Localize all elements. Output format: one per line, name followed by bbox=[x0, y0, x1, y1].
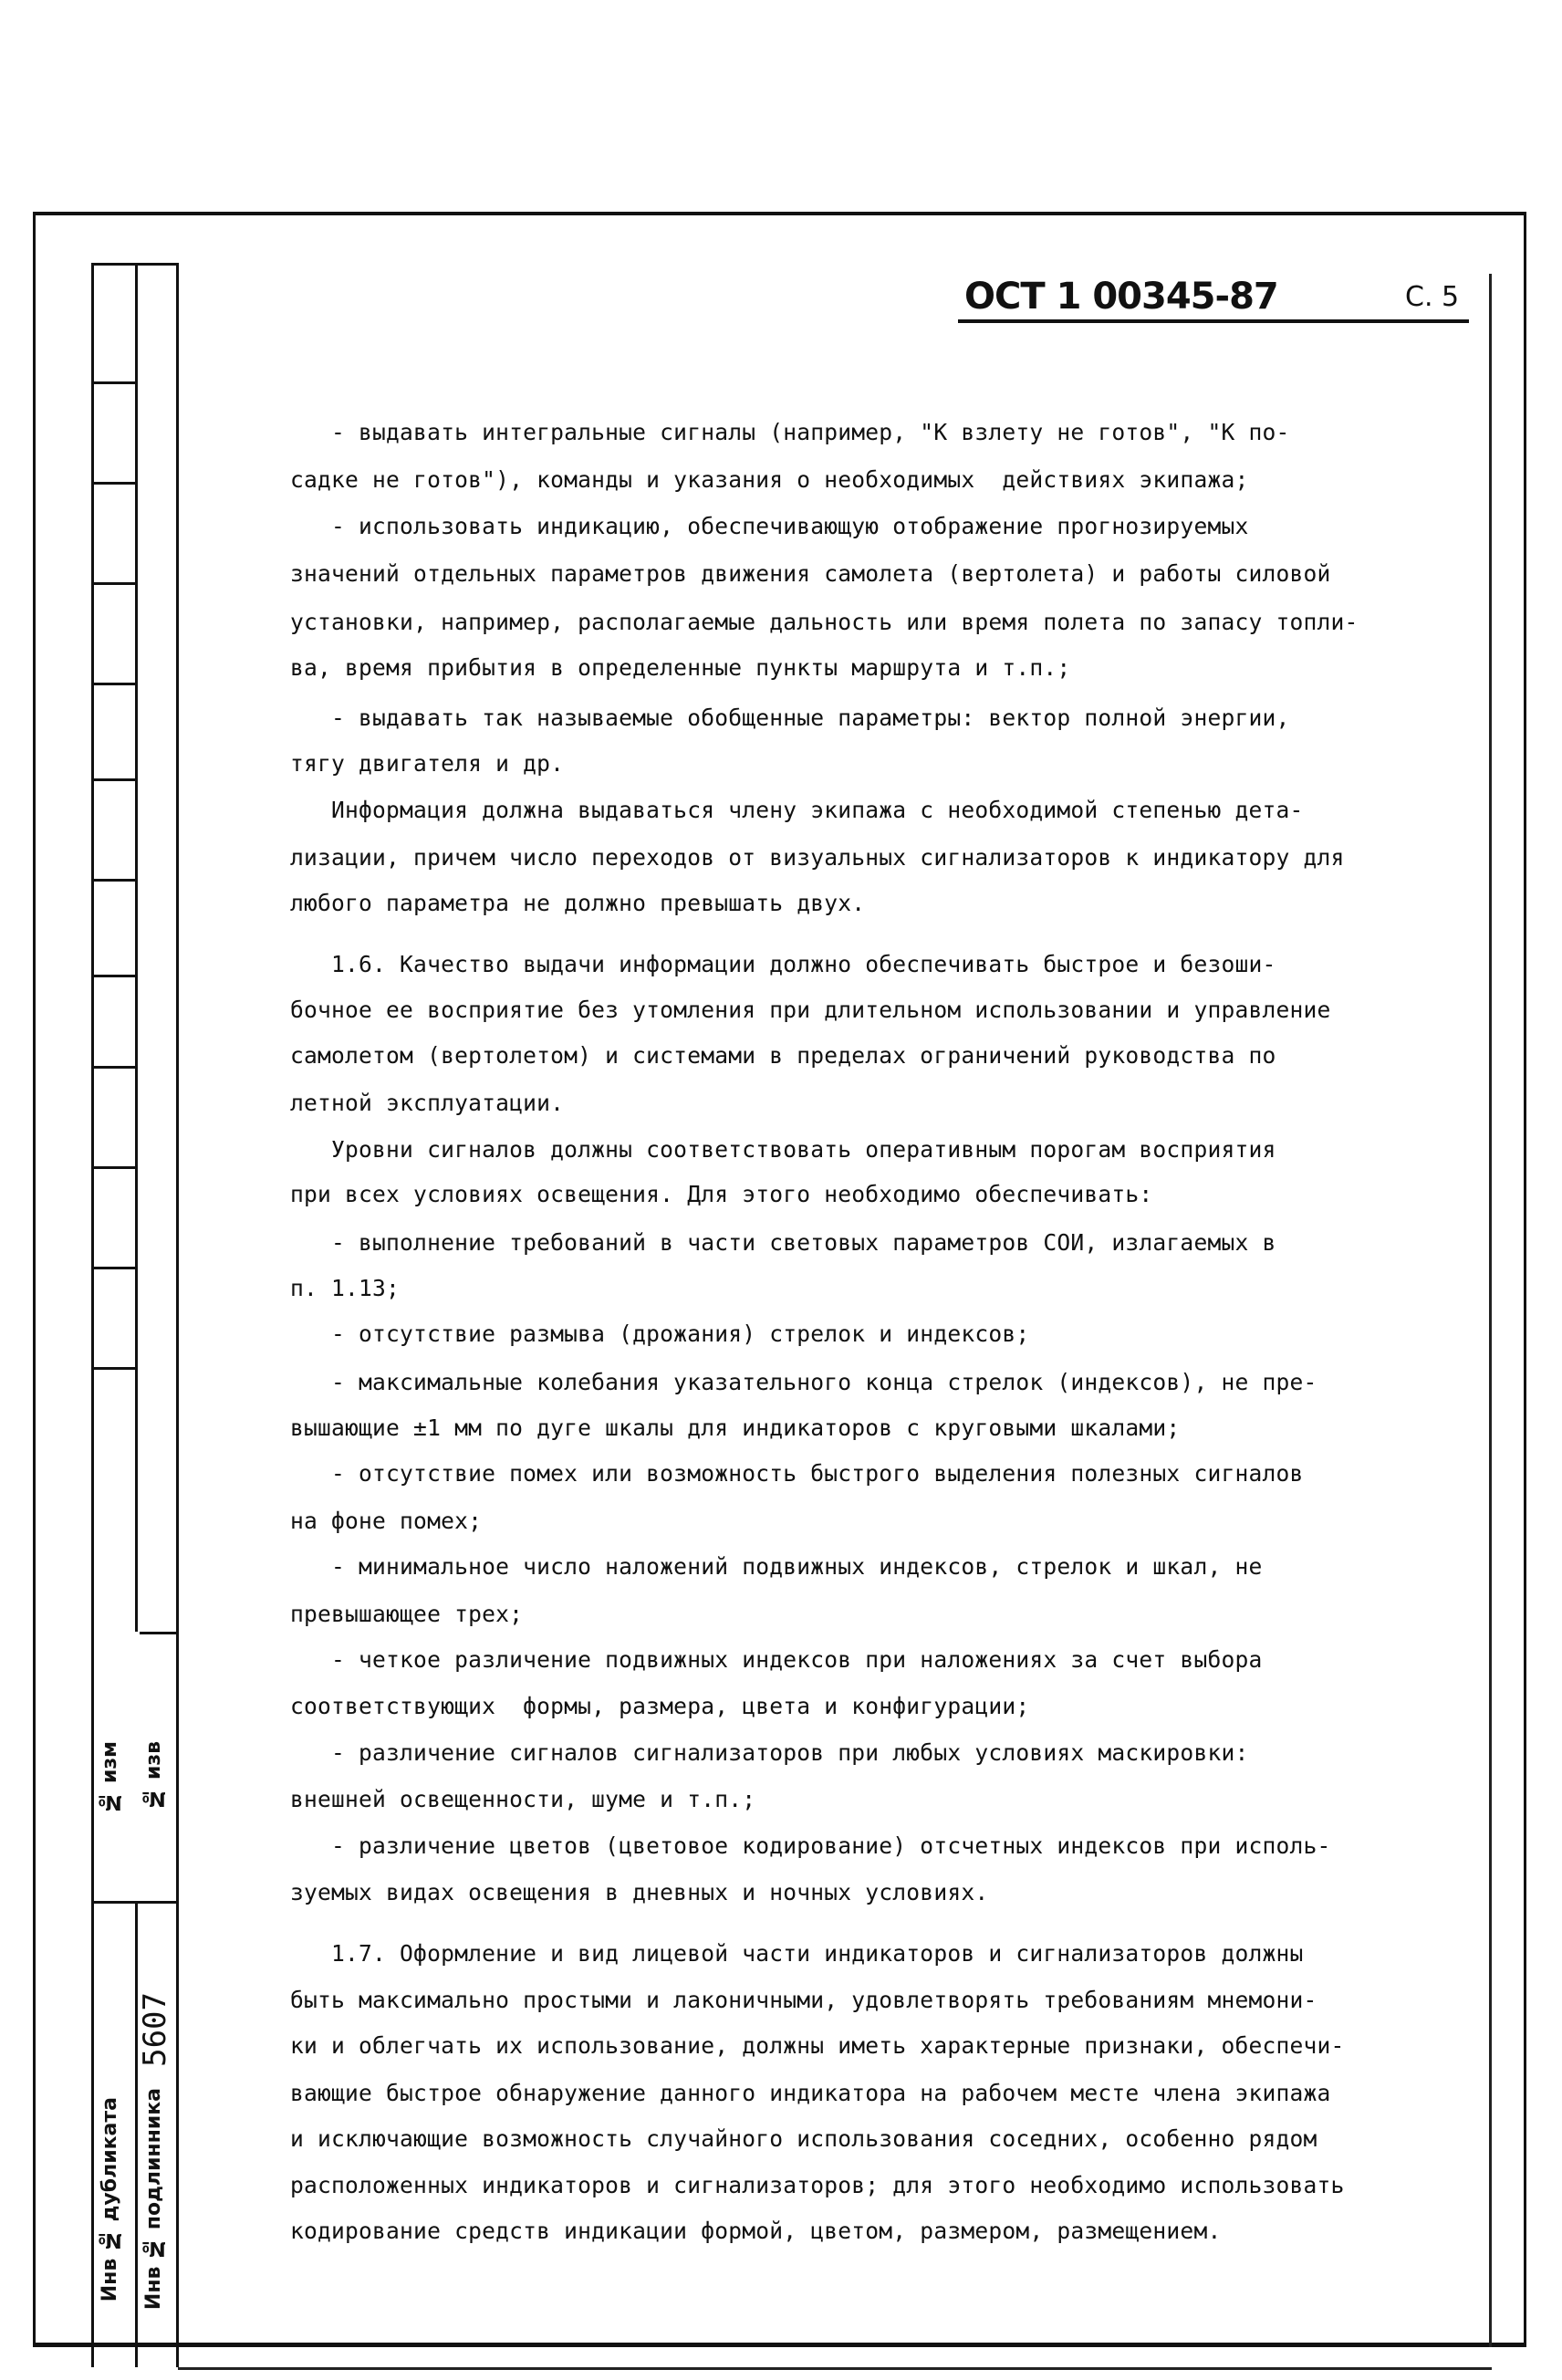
text-line: летной эксплуатации. bbox=[290, 1090, 565, 1116]
header-rule bbox=[958, 319, 1469, 323]
text-line: лизации, причем число переходов от визуальных сигнализаторов к индикатору для bbox=[290, 844, 1345, 871]
text-line: установки, например, располагаемые дальность или время полета по запасу топли- bbox=[290, 609, 1359, 635]
text-line: внешней освещенности, шуме и т.п.; bbox=[290, 1786, 756, 1812]
page-number: С. 5 bbox=[1405, 281, 1460, 313]
text-line: на фоне помех; bbox=[290, 1508, 483, 1534]
stamp-separator bbox=[91, 975, 137, 977]
text-line: - отсутствие размыва (дрожания) стрелок и индексов; bbox=[290, 1320, 1030, 1347]
text-line: вышающие ±1 мм по дуге шкалы для индикаторов с круговыми шкалами; bbox=[290, 1414, 1181, 1441]
document-code: ОСТ 1 00345-87 bbox=[964, 276, 1278, 318]
margin-stamp bbox=[91, 263, 179, 2367]
stamp-separator bbox=[91, 1066, 137, 1069]
text-line: - выдавать интегральные сигналы (например, "К взлету не готов", "К по- bbox=[290, 419, 1290, 445]
stamp-separator bbox=[91, 263, 179, 266]
stamp-separator bbox=[91, 1267, 137, 1269]
stamp-line-right bbox=[176, 263, 179, 2367]
stamp-separator bbox=[91, 381, 137, 384]
text-line: - различение сигналов сигнализаторов при любых условиях маскировки: bbox=[290, 1739, 1249, 1766]
stamp-inv-podlinnika: Инв № подлинника bbox=[142, 2088, 165, 2311]
text-line: ва, время прибытия в определенные пункты маршрута и т.п.; bbox=[290, 654, 1071, 681]
stamp-line-left bbox=[91, 263, 94, 2367]
stamp-inv-number: 5607 bbox=[137, 1992, 173, 2067]
stamp-separator bbox=[91, 482, 137, 485]
text-line: - использовать индикацию, обеспечивающую отображение прогнозируемых bbox=[290, 513, 1249, 539]
stamp-separator bbox=[91, 778, 137, 781]
stamp-separator bbox=[91, 683, 137, 685]
text-line: тягу двигателя и др. bbox=[290, 750, 565, 777]
text-line: самолетом (вертолетом) и системами в пределах ограничений руководства по bbox=[290, 1042, 1276, 1069]
stamp-no-izv: № изв bbox=[142, 1741, 165, 1810]
stamp-separator bbox=[91, 1166, 137, 1169]
stamp-no-izm: № изм bbox=[99, 1741, 121, 1813]
text-line: 1.6. Качество выдачи информации должно обеспечивать быстрое и безоши- bbox=[290, 951, 1276, 977]
text-line: расположенных индикаторов и сигнализаторов; для этого необходимо использовать bbox=[290, 2172, 1345, 2198]
text-line: значений отдельных параметров движения самолета (вертолета) и работы силовой bbox=[290, 560, 1331, 587]
text-line: Информация должна выдаваться члену экипажа с необходимой степенью дета- bbox=[290, 797, 1304, 823]
text-line: и исключающие возможность случайного использования соседних, особенно рядом bbox=[290, 2125, 1317, 2152]
text-line: зуемых видах освещения в дневных и ночных условиях. bbox=[290, 1879, 989, 1905]
frame-shadow-bottom bbox=[178, 2367, 1492, 2370]
frame-shadow-right bbox=[1489, 274, 1492, 2347]
stamp-separator bbox=[91, 1901, 179, 1904]
text-line: - максимальные колебания указательного конца стрелок (индексов), не пре- bbox=[290, 1369, 1317, 1395]
text-line: - отсутствие помех или возможность быстрого выделения полезных сигналов bbox=[290, 1460, 1304, 1487]
text-line: Уровни сигналов должны соответствовать оперативным порогам восприятия bbox=[290, 1136, 1276, 1163]
text-line: - выдавать так называемые обобщенные параметры: вектор полной энергии, bbox=[290, 705, 1290, 731]
text-line: - различение цветов (цветовое кодирование) отсчетных индексов при исполь- bbox=[290, 1832, 1331, 1859]
text-line: кодирование средств индикации формой, цветом, размером, размещением. bbox=[290, 2218, 1222, 2244]
text-line: - минимальное число наложений подвижных индексов, стрелок и шкал, не bbox=[290, 1553, 1263, 1580]
text-line: при всех условиях освещения. Для этого необходимо обеспечивать: bbox=[290, 1181, 1153, 1207]
stamp-inv-dublikata: Инв № дубликата bbox=[99, 2097, 121, 2302]
text-line: п. 1.13; bbox=[290, 1275, 401, 1301]
text-line: - четкое различение подвижных индексов при наложениях за счет выбора bbox=[290, 1646, 1263, 1673]
text-line: бочное ее восприятие без утомления при длительном использовании и управление bbox=[290, 997, 1331, 1023]
text-line: быть максимально простыми и лаконичными, удовлетворять требованиям мнемони- bbox=[290, 1987, 1317, 2013]
text-line: превышающее трех; bbox=[290, 1601, 524, 1627]
text-line: соответствующих формы, размера, цвета и конфигурации; bbox=[290, 1693, 1030, 1719]
text-line: вающие быстрое обнаружение данного индикатора на рабочем месте члена экипажа bbox=[290, 2080, 1331, 2106]
stamp-separator bbox=[91, 1367, 137, 1370]
stamp-separator bbox=[91, 582, 137, 585]
text-line: - выполнение требований в части световых параметров СОИ, излагаемых в bbox=[290, 1229, 1276, 1256]
text-line: садке не готов"), команды и указания о необходимых действиях экипажа; bbox=[290, 466, 1249, 493]
text-line: 1.7. Оформление и вид лицевой части индикаторов и сигнализаторов должны bbox=[290, 1940, 1304, 1967]
text-line: любого параметра не должно превышать двух. bbox=[290, 890, 866, 916]
text-line: ки и облегчать их использование, должны иметь характерные признаки, обеспечи- bbox=[290, 2032, 1345, 2059]
stamp-separator bbox=[91, 879, 137, 882]
